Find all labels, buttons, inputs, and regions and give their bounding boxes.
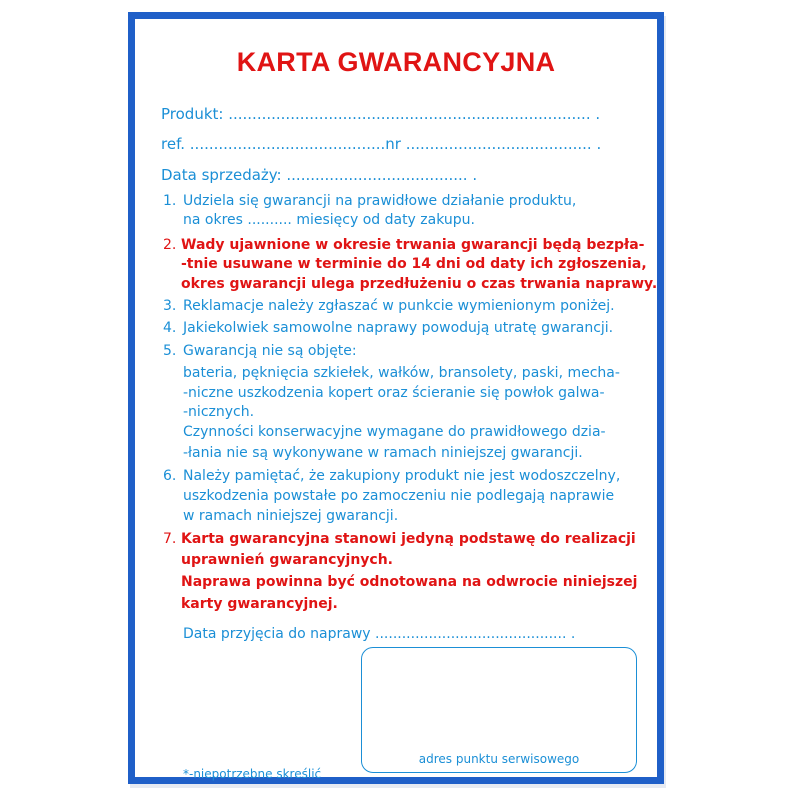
footnote: *-niepotrzebne skreślić xyxy=(183,767,322,781)
item-7-line: karty gwarancyjnej. xyxy=(181,596,338,612)
item-1-line: na okres .......... miesięcy od daty zakupu. xyxy=(183,212,475,228)
item-5-line: -nicznych. xyxy=(183,404,255,420)
item-2-line: Wady ujawnione w okresie trwania gwarancji będą bezpła- xyxy=(181,237,645,253)
item-5-number: 5. xyxy=(163,343,177,359)
item-7-number: 7. xyxy=(163,531,177,547)
item-1-line: Udziela się gwarancji na prawidłowe działanie produktu, xyxy=(183,193,577,209)
item-5-line: Gwarancją nie są objęte: xyxy=(183,343,357,359)
card-title: KARTA GWARANCYJNA xyxy=(236,47,556,77)
item-6-line: uszkodzenia powstałe po zamoczeniu nie podlegają naprawie xyxy=(183,488,615,504)
item-1-number: 1. xyxy=(163,193,177,209)
item-3-number: 3. xyxy=(163,298,177,314)
item-5-line: -niczne uszkodzenia kopert oraz ścieranie się powłok galwa- xyxy=(183,385,605,401)
product-field: Produkt: ............................................................................ . xyxy=(161,105,601,123)
item-7-line: Karta gwarancyjna stanowi jedyną podstawę do realizacji xyxy=(181,531,636,547)
item-5-line: Czynności konserwacyjne wymagane do prawidłowego dzia- xyxy=(183,424,606,440)
ref-field: ref. .........................................nr ....................................... . xyxy=(161,135,602,153)
repair-date-field: Data przyjęcia do naprawy ........................................... . xyxy=(183,626,576,642)
item-6-line: w ramach niniejszej gwarancji. xyxy=(183,508,399,524)
item-4-number: 4. xyxy=(163,320,177,336)
item-4-line: Jakiekolwiek samowolne naprawy powodują utratę gwarancji. xyxy=(183,320,614,336)
warranty-card xyxy=(128,12,664,784)
service-address-box xyxy=(361,647,637,773)
item-5-line: -łania nie są wykonywane w ramach niniejszej gwarancji. xyxy=(183,445,583,461)
item-7-line: Naprawa powinna być odnotowana na odwrocie niniejszej xyxy=(181,574,638,590)
item-2-line: okres gwarancji ulega przedłużeniu o czas trwania naprawy. xyxy=(181,276,658,292)
sale-date-field: Data sprzedaży: ...................................... . xyxy=(161,166,478,184)
item-6-number: 6. xyxy=(163,468,177,484)
item-7-line: uprawnień gwarancyjnych. xyxy=(181,552,393,568)
item-2-line: -tnie usuwane w terminie do 14 dni od daty ich zgłoszenia, xyxy=(181,256,647,272)
item-2-number: 2. xyxy=(163,237,177,253)
item-6-line: Należy pamiętać, że zakupiony produkt nie jest wodoszczelny, xyxy=(183,468,621,484)
service-address-label: adres punktu serwisowego xyxy=(418,752,580,766)
item-5-line: bateria, pęknięcia szkiełek, wałków, bransolety, paski, mecha- xyxy=(183,365,620,381)
item-3-line: Reklamacje należy zgłaszać w punkcie wymienionym poniżej. xyxy=(183,298,615,314)
